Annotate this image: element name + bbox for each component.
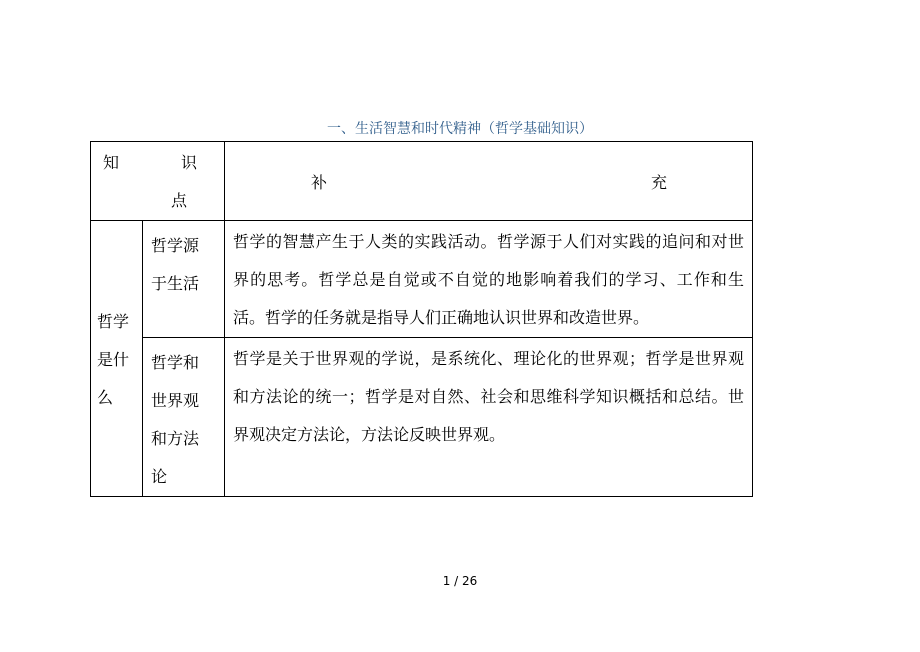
header-knowledge-point [91, 142, 225, 221]
content-cell [225, 338, 753, 497]
header-supplement-char-2: 充 [651, 173, 668, 192]
content-text: 哲学是关于世界观的学说，是系统化、理论化的世界观；哲学是世界观和方法论的统一；哲学是对自然、社会和思维科学知识概括和总结。世界观决定方法论，方法论反映世界观。 [233, 349, 744, 444]
topic-label: 哲学和世界观和方法论 [151, 353, 200, 486]
header-knowledge-char-3: 点 [171, 191, 188, 210]
table-row [91, 338, 753, 497]
topic-cell [143, 221, 225, 338]
header-supplement [225, 142, 753, 221]
header-knowledge-char-2: 识 [181, 153, 198, 172]
knowledge-table [90, 141, 753, 497]
page-number: 1 / 26 [442, 574, 478, 588]
section-title: 一、生活智慧和时代精神（哲学基础知识） [327, 121, 593, 137]
header-supplement-char-1: 补 [311, 173, 328, 192]
content-cell [225, 221, 753, 338]
category-cell [91, 221, 143, 497]
category-label: 哲学是什么 [97, 312, 130, 407]
table-row [91, 221, 753, 338]
content-text: 哲学的智慧产生于人类的实践活动。哲学源于人们对实践的追问和对世界的思考。哲学总是自觉或不自觉的地影响着我们的学习、工作和生活。哲学的任务就是指导人们正确地认识世界和改造世界。 [233, 232, 744, 327]
table-header-row [91, 142, 753, 221]
topic-label: 哲学源于生活 [151, 236, 200, 293]
header-knowledge-char-1: 知 [103, 153, 120, 172]
topic-cell [143, 338, 225, 497]
